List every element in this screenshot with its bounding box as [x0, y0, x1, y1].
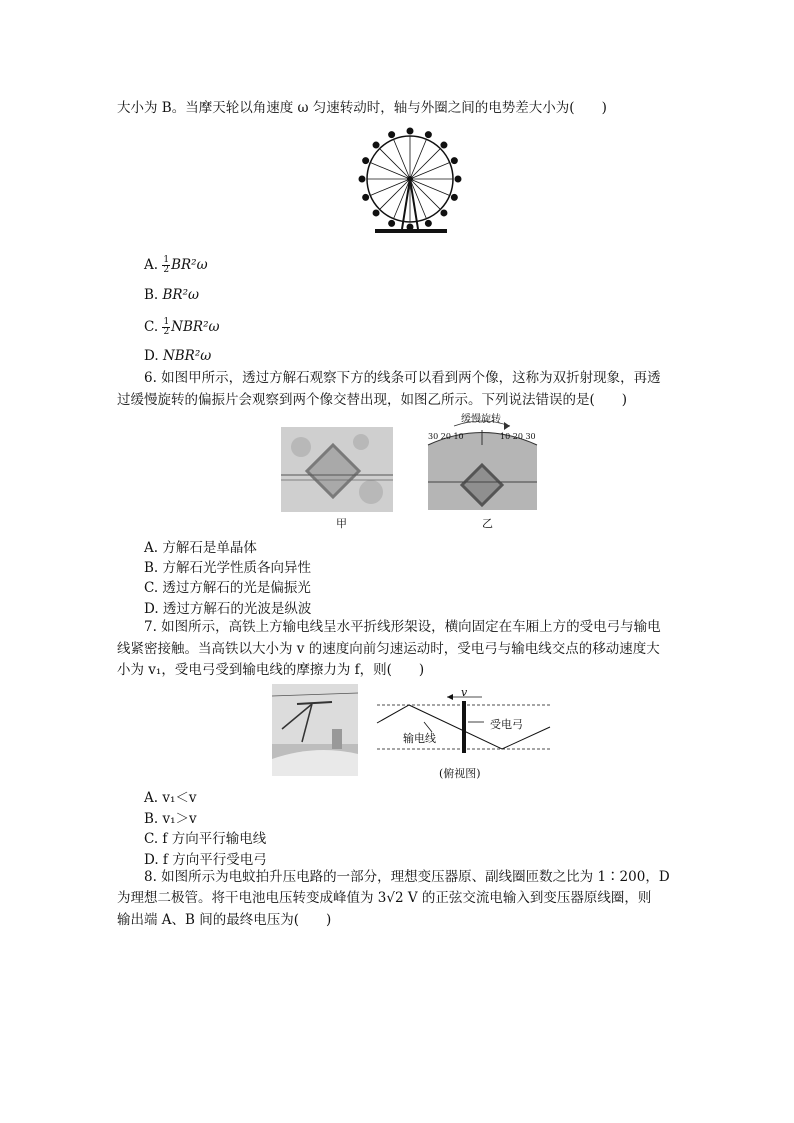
wheel-cabin — [359, 176, 365, 182]
q7-option-d: D. f 方向平行受电弓 — [144, 852, 267, 868]
wheel-cabin — [441, 210, 447, 216]
q6-stem-line-2: 过缓慢旋转的偏振片会观察到两个像交替出现，如图乙所示。下列说法错误的是( ) — [117, 392, 628, 408]
q7-option-b: B. v₁＞v — [144, 811, 197, 827]
wheel-cabin — [363, 158, 369, 164]
q8-stem-line-1: 8. 如图所示为电蚊拍升压电路的一部分，理想变压器原、副线圈匝数之比为 1∶200，D — [144, 869, 670, 885]
q7-option-c: C. f 方向平行输电线 — [144, 831, 267, 847]
wheel-cabin — [455, 176, 461, 182]
wheel-cabin — [451, 158, 457, 164]
wheel-cabin — [373, 210, 379, 216]
diagram-pantograph-label: 受电弓 — [490, 718, 523, 731]
wheel-cabin — [363, 194, 369, 200]
train-pantograph-photo — [272, 684, 358, 776]
q6-option-d: D. 透过方解石的光波是纵波 — [144, 601, 312, 617]
diagram-velocity-label: v — [461, 686, 468, 699]
wheel-cabin — [389, 220, 395, 226]
q6-stem-line-1: 6. 如图甲所示，透过方解石观察下方的线条可以看到两个像，这称为双折射现象，再透 — [144, 370, 661, 386]
wheel-cabin — [425, 132, 431, 138]
q5-stem: 大小为 B。当摩天轮以角速度 ω 匀速转动时，轴与外圈之间的电势差大小为( ) — [117, 100, 607, 116]
wheel-cabin — [407, 128, 413, 134]
diagram-caption: (俯视图) — [439, 767, 481, 780]
q5-option-a: A. $\frac{1}{2}$ BR²ω — [144, 255, 208, 275]
ferris-wheel-figure — [355, 125, 465, 237]
polarizer-scale-right: 10 20 30 — [500, 432, 536, 441]
caption-yi: 乙 — [482, 517, 493, 530]
q5-option-b: B. BR²ω — [144, 287, 200, 303]
q8-stem-line-2: 为理想二极管。将干电池电压转变成峰值为 3√2 V 的正弦交流电输入到变压器原线圈，则 — [117, 890, 652, 906]
q6-option-c: C. 透过方解石的光是偏振光 — [144, 580, 311, 596]
diagram-wire-label: 输电线 — [403, 732, 436, 745]
wheel-spoke — [410, 149, 440, 179]
q7-option-a: A. v₁＜v — [144, 790, 197, 806]
q7-stem-line-1: 7. 如图所示，高铁上方输电线呈水平折线形架设，横向固定在车厢上方的受电弓与输电 — [144, 619, 661, 635]
q8-stem-line-3: 输出端 A、B 间的最终电压为( ) — [117, 912, 332, 928]
q5-option-c: C. $\frac{1}{2}$ NBR²ω — [144, 317, 220, 337]
wheel-cabin — [373, 142, 379, 148]
q5-option-d: D. NBR²ω — [144, 348, 212, 364]
q7-stem-line-3: 小为 v₁，受电弓受到输电线的摩擦力为 f，则( ) — [117, 662, 425, 678]
q6-option-a: A. 方解石是单晶体 — [144, 540, 257, 556]
polarizer-scale-left: 30 20 10 — [428, 432, 464, 441]
wheel-cabin — [451, 194, 457, 200]
wheel-cabin — [389, 132, 395, 138]
wheel-cabin — [425, 220, 431, 226]
calcite-photo-jia — [281, 427, 393, 512]
fig-label-rotate: 缓慢旋转 — [461, 414, 501, 425]
q6-option-b: B. 方解石光学性质各向异性 — [144, 560, 312, 576]
wheel-cabin — [441, 142, 447, 148]
q7-stem-line-2: 线紧密接触。当高铁以大小为 v 的速度向前匀速运动时，受电弓与输电线交点的移动速度大 — [117, 641, 660, 657]
calcite-photo-yi — [424, 410, 541, 513]
wheel-spoke — [380, 149, 410, 179]
caption-jia: 甲 — [336, 517, 347, 530]
